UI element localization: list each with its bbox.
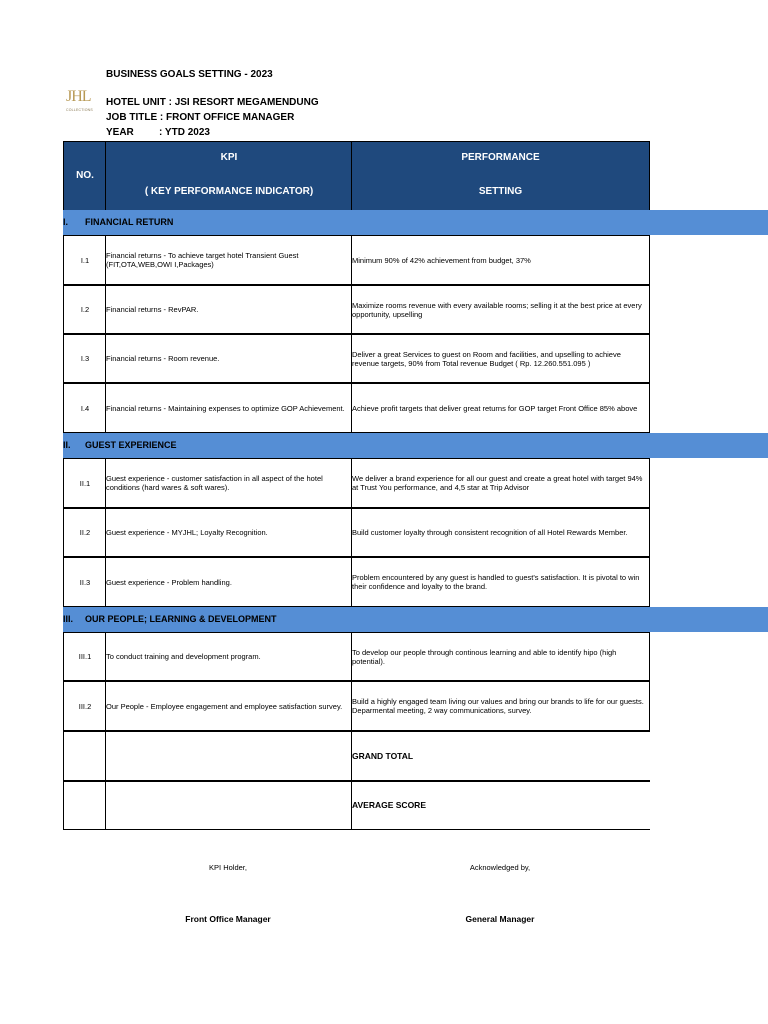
performance-setting: Achieve profit targets that deliver great returns for GOP target Front Office 85% above [351,383,650,433]
header-performance [351,141,650,211]
section-band-financial-return [63,210,768,235]
performance-setting: To develop our people through continous learning and able to identify hipo (high potential). [351,632,650,681]
kpi-description: Financial returns - RevPAR. [105,285,352,334]
grand-total-row [63,731,650,781]
kpi-description: To conduct training and development program. [105,632,352,681]
row-number: I.4 [63,383,106,433]
table-row [63,681,650,731]
grand-total-no-cell [63,731,106,781]
kpi-description: Financial returns - Room revenue. [105,334,352,383]
logo-subtitle: COLLECTIONS [66,108,93,112]
performance-setting: Problem encountered by any guest is handled to guest's satisfaction. It is pivotal to win their confidence and loyalty to the brand. [351,557,650,607]
row-number: III.1 [63,632,106,681]
table-row [63,383,650,433]
row-number: I.3 [63,334,106,383]
job-title: JOB TITLE : FRONT OFFICE MANAGER [106,112,295,123]
kpi-holder-label: KPI Holder, [209,863,247,872]
header-no-label: NO. [76,170,94,181]
hotel-unit: HOTEL UNIT : JSI RESORT MEGAMENDUNG [106,97,319,108]
kpi-description: Guest experience - Problem handling. [105,557,352,607]
table-row [63,235,650,285]
table-row [63,557,650,607]
average-score-label: AVERAGE SCORE [351,781,650,830]
acknowledged-by-label: Acknowledged by, [469,863,531,872]
kpi-description: Financial returns - To achieve target hotel Transient Guest (FIT,OTA,WEB,OWI I,Packages) [105,235,352,285]
header-kpi-line1: KPI [220,152,238,163]
jhl-logo [66,86,93,122]
section-band-our-people [63,607,768,632]
section-number: III. [63,614,74,624]
kpi-description: Guest experience - MYJHL; Loyalty Recognition. [105,508,352,557]
kpi-description: Our People - Employee engagement and employee satisfaction survey. [105,681,352,731]
average-score-no-cell [63,781,106,830]
section-number: II. [63,440,71,450]
section-title: OUR PEOPLE; LEARNING & DEVELOPMENT [85,614,277,624]
row-number: I.2 [63,285,106,334]
kpi-description: Financial returns - Maintaining expenses to optimize GOP Achievement. [105,383,352,433]
year-label: YEAR [106,127,134,138]
year-value: : YTD 2023 [159,127,210,138]
header-no [63,141,107,211]
average-score-row [63,781,650,830]
kpi-description: Guest experience - customer satisfaction in all aspect of the hotel conditions (hard wares & soft wares). [105,458,352,508]
table-row [63,285,650,334]
row-number: II.2 [63,508,106,557]
grand-total-label: GRAND TOTAL [351,731,650,781]
row-number: II.3 [63,557,106,607]
average-score-kpi-cell [105,781,352,830]
section-number: I. [63,217,69,227]
logo-mark: JHL [66,88,91,105]
header-kpi-line2: ( KEY PERFORMANCE INDICATOR) [144,186,314,197]
table-row [63,334,650,383]
section-title: FINANCIAL RETURN [85,217,174,227]
header-kpi [105,141,353,211]
performance-setting: Maximize rooms revenue with every available rooms; selling it at the best price at every opportunity, upselling [351,285,650,334]
document-title: BUSINESS GOALS SETTING - 2023 [106,69,273,80]
header-performance-line2: SETTING [478,186,523,197]
table-row [63,508,650,557]
row-number: III.2 [63,681,106,731]
performance-setting: We deliver a brand experience for all our guest and create a great hotel with target 94% at Trust You performance, and 4,5 star at Trip Advisor [351,458,650,508]
performance-setting: Deliver a great Services to guest on Room and facilities, and upselling to achieve revenue targets, 90% from Total revenue Budget ( Rp. 12.260.551.095 ) [351,334,650,383]
table-row [63,458,650,508]
row-number: II.1 [63,458,106,508]
header-performance-line1: PERFORMANCE [461,152,540,163]
row-number: I.1 [63,235,106,285]
section-band-guest-experience [63,433,768,458]
performance-setting: Build a highly engaged team living our values and bring our brands to life for our guests. Deparmental meeting, 2 way communications, survey. [351,681,650,731]
section-title: GUEST EXPERIENCE [85,440,177,450]
grand-total-kpi-cell [105,731,352,781]
performance-setting: Build customer loyalty through consistent recognition of all Hotel Rewards Member. [351,508,650,557]
performance-setting: Minimum 90% of 42% achievement from budget, 37% [351,235,650,285]
acknowledged-by-name: General Manager [465,914,535,924]
table-row [63,632,650,681]
kpi-holder-name: Front Office Manager [185,914,271,924]
